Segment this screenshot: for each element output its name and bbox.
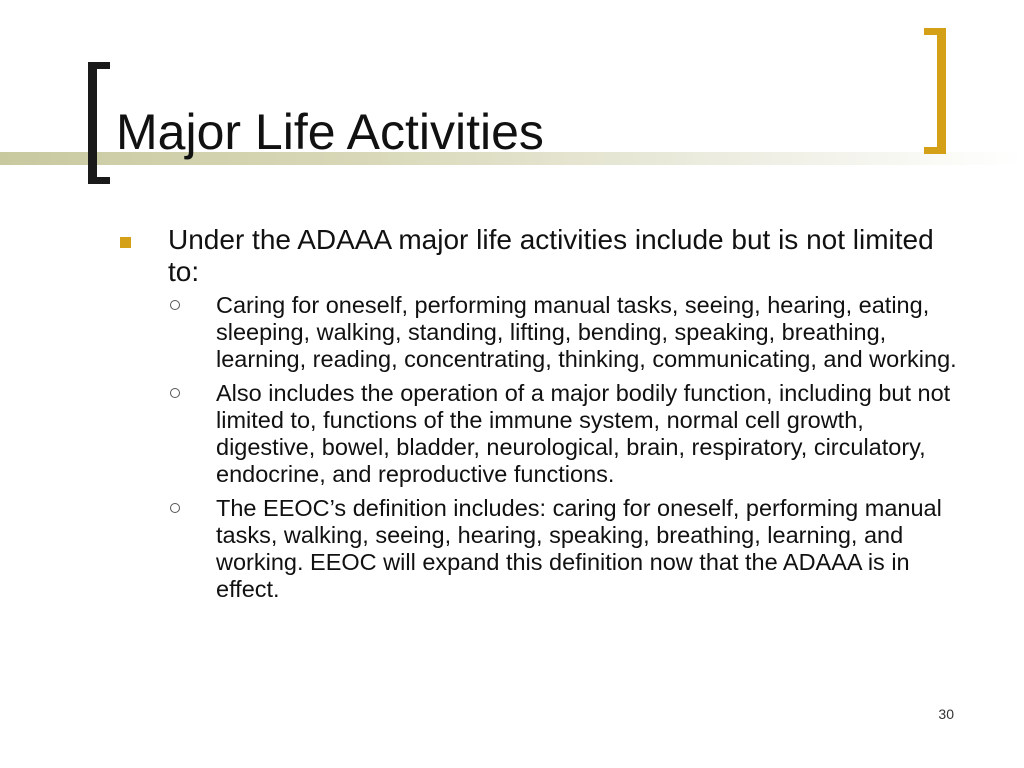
sub-bullet-item — [118, 292, 958, 373]
circle-bullet-icon — [170, 300, 180, 310]
circle-bullet-icon — [170, 388, 180, 398]
bullet-text: Under the ADAAA major life activities include but is not limited to: — [168, 224, 934, 287]
left-bracket-decoration — [88, 62, 110, 184]
right-bracket-decoration — [924, 28, 946, 154]
sub-bullet-text: The EEOC’s definition includes: caring for oneself, performing manual tasks, walking, seeing, hearing, speaking, breathing, learning, and working. EEOC will expand this definition now that the ADAAA is in effect. — [216, 495, 942, 602]
sub-bullet-item — [118, 380, 958, 488]
sub-bullet-text: Caring for oneself, performing manual tasks, seeing, hearing, eating, sleeping, walking, standing, lifting, bending, speaking, breathing, learning, reading, concentrating, thinking, communicating, and working. — [216, 292, 957, 372]
bullet-item — [118, 224, 958, 288]
sub-bullet-list — [118, 292, 958, 603]
sub-bullet-item — [118, 495, 958, 603]
slide-number: 30 — [938, 706, 954, 722]
slide-title: Major Life Activities — [116, 104, 544, 160]
square-bullet-icon — [120, 237, 131, 248]
circle-bullet-icon — [170, 503, 180, 513]
sub-bullet-text: Also includes the operation of a major bodily function, including but not limited to, functions of the immune system, normal cell growth, digestive, bowel, bladder, neurological, brain, respiratory, circulatory, endocrine, and reproductive functions. — [216, 380, 951, 487]
slide-content — [118, 224, 958, 610]
